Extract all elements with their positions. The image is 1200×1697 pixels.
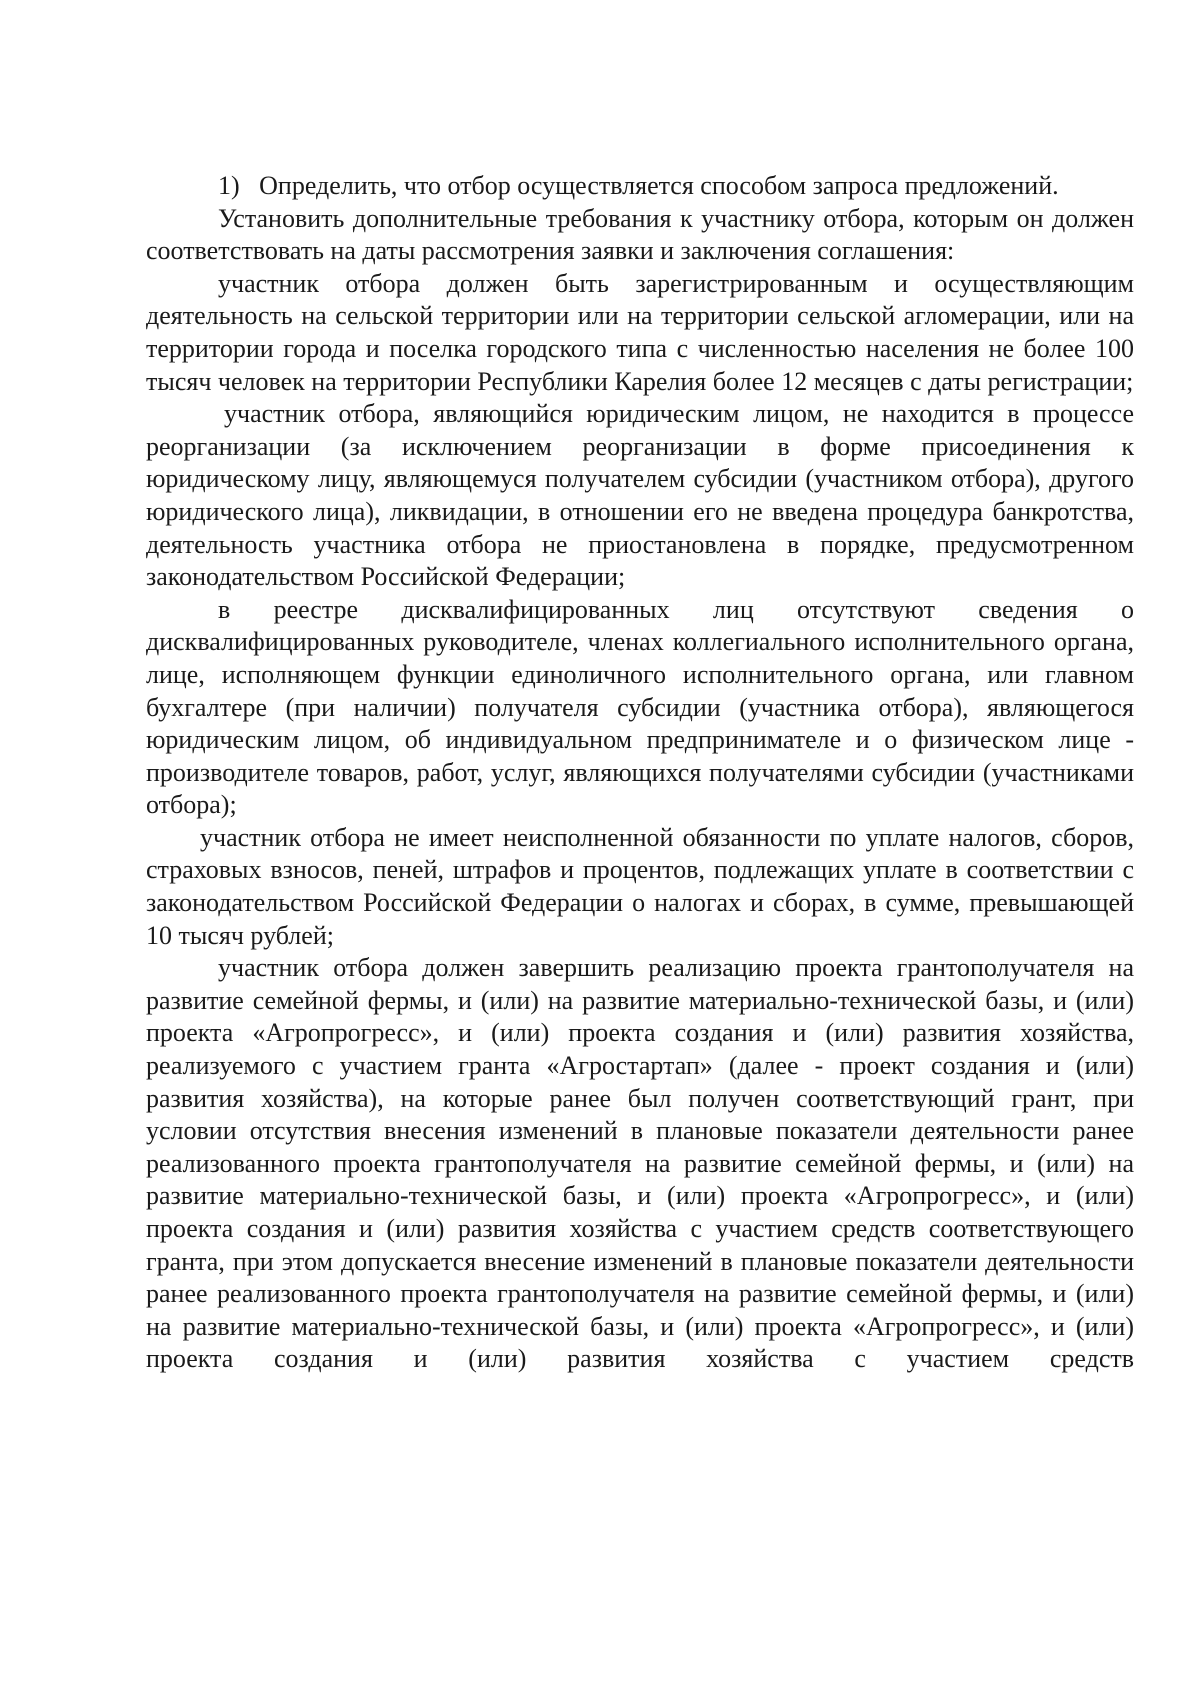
- paragraph-tax-obligations: участник отбора не имеет неисполненной обязанности по уплате налогов, сборов, страховых взносов, пеней, штрафов и процентов, подлежащих уплате в соответствии с законодательством Российской Федерации о налогах и сборах, в сумме, превышающей 10 тысяч рублей;: [146, 822, 1134, 950]
- paragraph-registration-requirement: участник отбора должен быть зарегистрированным и осуществляющим деятельность на сельской территории или на территории сельской агломерации, или на территории города и поселка городского типа с численностью населения не более 100 тысяч человек на территории Республики Карелия более 12 месяцев с даты регистрации;: [146, 268, 1134, 396]
- paragraph-select-method: 1) Определить, что отбор осуществляется способом запроса предложений.: [218, 171, 1059, 200]
- paragraph-disqualified-persons: в реестре дисквалифицированных лиц отсутствуют сведения о дисквалифицированных руководителе, членах коллегиального исполнительного органа, лице, исполняющем функции единоличного исполнительного органа, или главном бухгалтере (при наличии) получателя субсидии (участника отбора), являющегося юридическим лицом, об индивидуальном предпринимателе и о физическом лице - производителе товаров, работ, услуг, являющихся получателями субсидии (участниками отбора);: [146, 594, 1134, 820]
- paragraph-project-completion: участник отбора должен завершить реализацию проекта грантополучателя на развитие семейной фермы, и (или) на развитие материально-технической базы, и (или) проекта «Агропрогресс», и (или) проекта создания и (или) развития хозяйства, реализуемого с участием гранта «Агростартап» (далее - проект создания и (или) развития хозяйства), на которые ранее был получен соответствующий грант, при условии отсутствия внесения изменений в плановые показатели деятельности ранее реализованного проекта грантополучателя на развитие семейной фермы, и (или) на развитие материально-технической базы, и (или) проекта «Агропрогресс», и (или) проекта создания и (или) развития хозяйства с участием средств соответствующего гранта, при этом допускается внесение изменений в плановые показатели деятельности ранее реализованного проекта грантополучателя на развитие семейной фермы, и (или) на развитие материально-технической базы, и (или) проекта «Агропрогресс», и (или) проекта создания и (или) развития хозяйства с участием средств: [146, 953, 1134, 1374]
- document-body: [146, 170, 1134, 1376]
- paragraph-reorganization-requirement: участник отбора, являющийся юридическим лицом, не находится в процессе реорганизации (за исключением реорганизации в форме присоединения к юридическому лицу, являющемуся получателем субсидии (участником отбора), другого юридического лица), ликвидации, в отношении его не введена процедура банкротства, деятельность участника отбора не приостановлена в порядке, предусмотренном законодательством Российской Федерации;: [146, 399, 1134, 592]
- paragraph-additional-requirements: Установить дополнительные требования к участнику отбора, которым он должен соответствовать на даты рассмотрения заявки и заключения соглашения:: [146, 203, 1134, 266]
